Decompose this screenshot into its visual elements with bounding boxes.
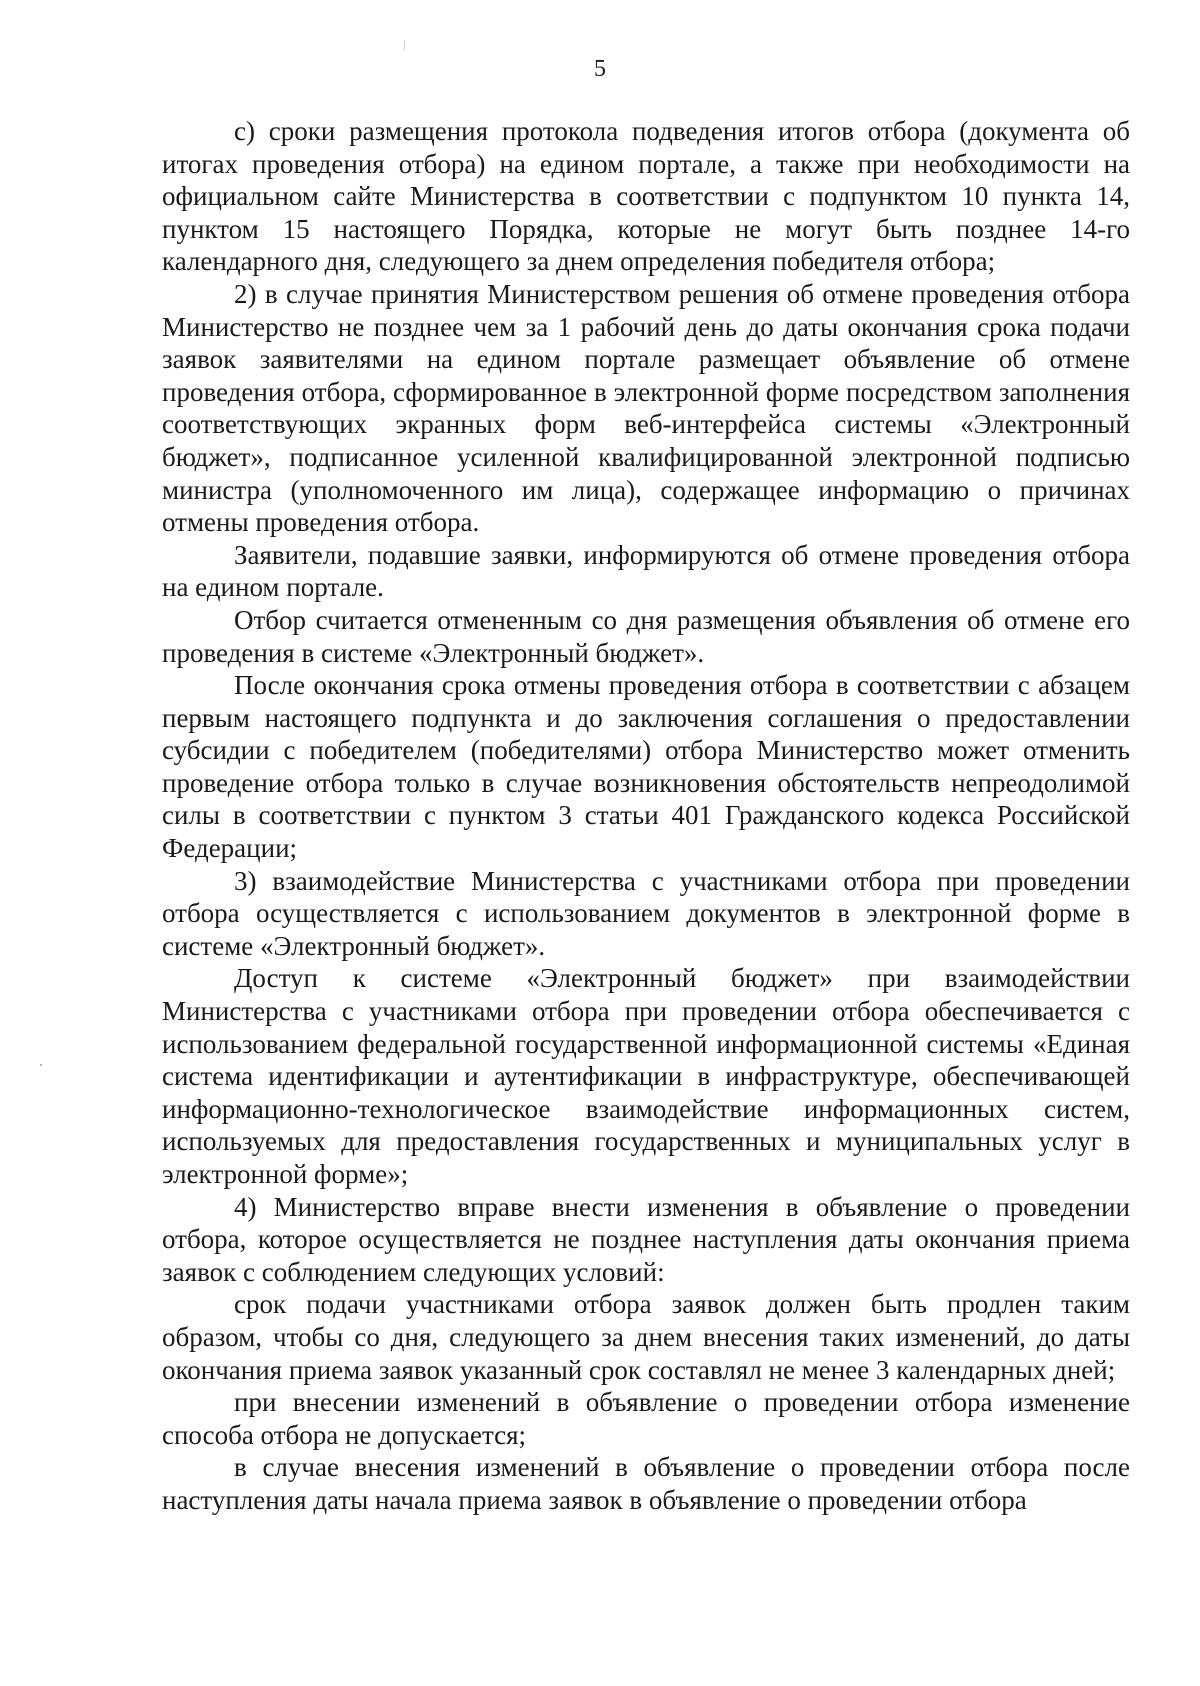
paragraph-force-majeure: После окончания срока отмены проведения отбора в соответствии с абзацем первым настоящего подпункта и до заключения соглашения о предоставлении субсидии с победителем (победителями) отбора Министерство может отменить проведение отбора только в случае возникновения обстоятельств непреодолимой силы в соответствии с пунктом 3 статьи 401 Гражданского кодекса Российской Федерации; [162, 670, 1130, 864]
paragraph-system-access: Доступ к системе «Электронный бюджет» при взаимодействии Министерства с участниками отбора при проведении отбора обеспечивается с использованием федеральной государственной информационной системы «Единая система идентификации и аутентификации в инфраструктуре, обеспечивающей информационно-технологическое взаимодействие информационных систем, используемых для предоставления государственных и муниципальных услуг в электронной форме»; [162, 963, 1130, 1189]
scan-artifact-mark [404, 40, 405, 50]
paragraph-deadline-extension: срок подачи участниками отбора заявок должен быть продлен таким образом, чтобы со дня, следующего за днем внесения таких изменений, до даты окончания приема заявок указанный срок составлял не менее 3 календарных дней; [162, 1289, 1130, 1385]
page-number: 5 [594, 56, 606, 82]
paragraph-method-change-prohibited: при внесении изменений в объявление о проведении отбора изменение способа отбора не допускается; [162, 1387, 1130, 1450]
paragraph-2-cancellation: 2) в случае принятия Министерством решения об отмене проведения отбора Министерство не позднее чем за 1 рабочий день до даты окончания срока подачи заявок заявителями на едином портале размещает объявление об отмене проведения отбора, сформированное в электронной форме посредством заполнения соответствующих экранных форм веб-интерфейса системы «Электронный бюджет», подписанное усиленной квалифицированной электронной подписью министра (уполномоченного им лица), содержащее информацию о причинах отмены проведения отбора. [162, 278, 1130, 538]
paragraph-selection-cancelled: Отбор считается отмененным со дня размещения объявления об отмене его проведения в системе «Электронный бюджет». [162, 604, 1130, 668]
scan-artifact-dot [40, 1064, 42, 1066]
paragraph-applicants-informed: Заявители, подавшие заявки, информируются об отмене проведения отбора на едином портале. [162, 539, 1130, 603]
document-body [162, 115, 1130, 1517]
paragraph-4-amendments: 4) Министерство вправе внести изменения в объявление о проведении отбора, которое осуществляется не позднее наступления даты окончания приема заявок с соблюдением следующих условий: [162, 1191, 1130, 1287]
paragraph-amendments-after-start: в случае внесения изменений в объявление о проведении отбора после наступления даты начала приема заявок в объявление о проведении отбора [162, 1452, 1130, 1515]
paragraph-3-interaction: 3) взаимодействие Министерства с участниками отбора при проведении отбора осуществляется с использованием документов в электронной форме в системе «Электронный бюджет». [162, 865, 1130, 961]
paragraph-c-publication-terms: с) сроки размещения протокола подведения итогов отбора (документа об итогах проведения отбора) на едином портале, а также при необходимости на официальном сайте Министерства в соответствии с подпунктом 10 пункта 14, пунктом 15 настоящего Порядка, которые не могут быть позднее 14-го календарного дня, следующего за днем определения победителя отбора; [162, 116, 1130, 277]
